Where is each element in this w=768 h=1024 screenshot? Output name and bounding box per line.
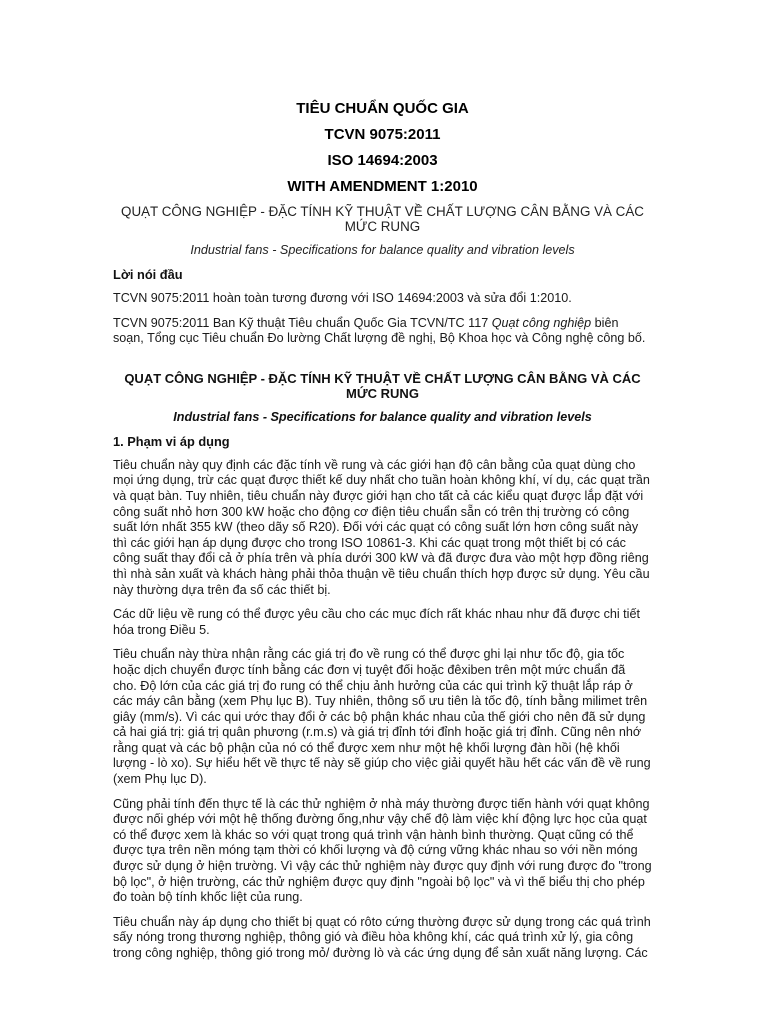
foreword-heading: Lời nói đầu	[113, 267, 183, 282]
foreword-p2-italic: Quạt công nghiệp	[491, 315, 592, 330]
foreword-p2-end: biên soạn, Tổng cục Tiêu chuẩn Đo lường Chất lượng đề nghị, Bộ Khoa học và Công nghệ công bố.	[113, 315, 646, 346]
foreword-paragraph-2	[113, 316, 652, 347]
document-title-en: Industrial fans - Specifications for balance quality and vibration levels	[190, 243, 575, 257]
section-1-heading: 1. Phạm vi áp dụng	[113, 433, 230, 449]
section-1-paragraph: Tiêu chuẩn này quy định các đặc tính về rung và các giới hạn độ cân bằng của quạt dùng cho mọi ứng dụng, trừ các quạt được thiết kế duy nhất cho tuần hoàn không khí, ví dụ, các quạt trần và quạt bàn. Tuy nhiên, tiêu chuẩn này được giới hạn cho tất cả các kiểu quạt được lắp đặt với công suất nhỏ hơn 300 kW hoặc cho động cơ điện tiêu chuẩn sẵn có trên thị trường có công suất lớn nhất 355 kW (theo dãy số R20). Đối với các quạt có công suất lớn hơn công suất này thì các giới hạn áp dụng được cho trong ISO 10861-3. Khi các quạt trong một thiết bị có các công suất thay đổi cả ở phía trên và phía dưới 300 kW và đã được đưa vào một hợp đồng riêng thì nhà sản xuất và khách hàng phải thỏa thuận về tiêu chuẩn thích hợp được sử dụng. Yêu cầu này thường dựa trên đa số các thiết bị.	[113, 457, 650, 597]
main-title-en: Industrial fans - Specifications for balance quality and vibration levels	[173, 409, 592, 424]
section-1-paragraph: Tiêu chuẩn này áp dụng cho thiết bị quạt có rôto cứng thường được sử dụng trong các quá trình sấy nóng trong thương nghiệp, thông gió và điều hòa không khí, các quá trình xử lý, gia công trong công nghiệp, thông gió trong mỏ/ đường lò và các ứng dụng để sản xuất năng lượng. Các	[113, 914, 651, 960]
tcvn-number: TCVN 9075:2011	[324, 126, 441, 143]
amendment-line: WITH AMENDMENT 1:2010	[287, 178, 478, 195]
iso-number: ISO 14694:2003	[327, 152, 438, 169]
main-title-vi: QUẠT CÔNG NGHIỆP - ĐẶC TÍNH KỸ THUẬT VỀ CHẤT LƯỢNG CÂN BẰNG VÀ CÁC MỨC RUNG	[124, 370, 641, 401]
section-1-paragraph: Các dữ liệu về rung có thể được yêu cầu cho các mục đích rất khác nhau như đã được chi tiết hóa trong Điều 5.	[113, 607, 640, 637]
section-1-paragraph: Cũng phải tính đến thực tế là các thử nghiệm ở nhà máy thường được tiến hành với quạt không được nối ghép với một hệ thống đường ống,như vậy chế độ làm việc khí động lực học của quạt có thể được xem là khác so với quạt trong quá trình vận hành bình thường. Quạt cũng có thể được tựa trên nền móng tạm thời có khối lượng và độ cứng vững khác nhau so với nền móng được sử dụng ở hiện trường. Vì vậy các thử nghiệm này được quy định với rung được đo "trong bộ lọc", ở hiện trường, các thử nghiệm được quy định "ngoài bộ lọc" và vì thế biểu thị cho phép đo toàn bộ tính khốc liệt của rung.	[113, 796, 652, 905]
section-1-paragraph: Tiêu chuẩn này thừa nhận rằng các giá trị đo về rung có thể được ghi lại như tốc độ, gia tốc hoặc dịch chuyển được tính bằng các đơn vị tuyệt đối hoặc đêxiben trên một mức chuẩn đã cho. Độ lớn của các giá trị đo rung có thể chịu ảnh hưởng của các qui trình kỹ thuật lắp ráp ở các máy cân bằng (xem Phụ lục B). Tuy nhiên, thông số ưu tiên là tốc độ, tính bằng milimet trên giây (mm/s). Vì các qui ước thay đổi ở các bộ phận khác nhau của thế giới cho nên đã sử dụng cả hai giá trị: giá trị quân phương (r.m.s) và giá trị đỉnh tới đỉnh hoặc giá trị đỉnh. Cũng nên nhớ rằng quạt và các bộ phận của nó có thể được xem như một hệ khối lượng đàn hồi (hệ khối lượng - lò xo). Sự hiểu hết về thực tế này sẽ giúp cho việc giải quyết hầu hết các vấn đề về rung (xem Phụ lục D).	[113, 647, 651, 787]
document-title-vi: QUẠT CÔNG NGHIỆP - ĐẶC TÍNH KỸ THUẬT VỀ CHẤT LƯỢNG CÂN BẰNG VÀ CÁC MỨC RUNG	[121, 204, 644, 234]
standard-heading: TIÊU CHUẨN QUỐC GIA	[296, 100, 469, 117]
foreword-paragraph-1: TCVN 9075:2011 hoàn toàn tương đương với ISO 14694:2003 và sửa đổi 1:2010.	[113, 291, 572, 305]
foreword-p2-start: TCVN 9075:2011 Ban Kỹ thuật Tiêu chuẩn Quốc Gia TCVN/TC 117	[113, 315, 492, 330]
